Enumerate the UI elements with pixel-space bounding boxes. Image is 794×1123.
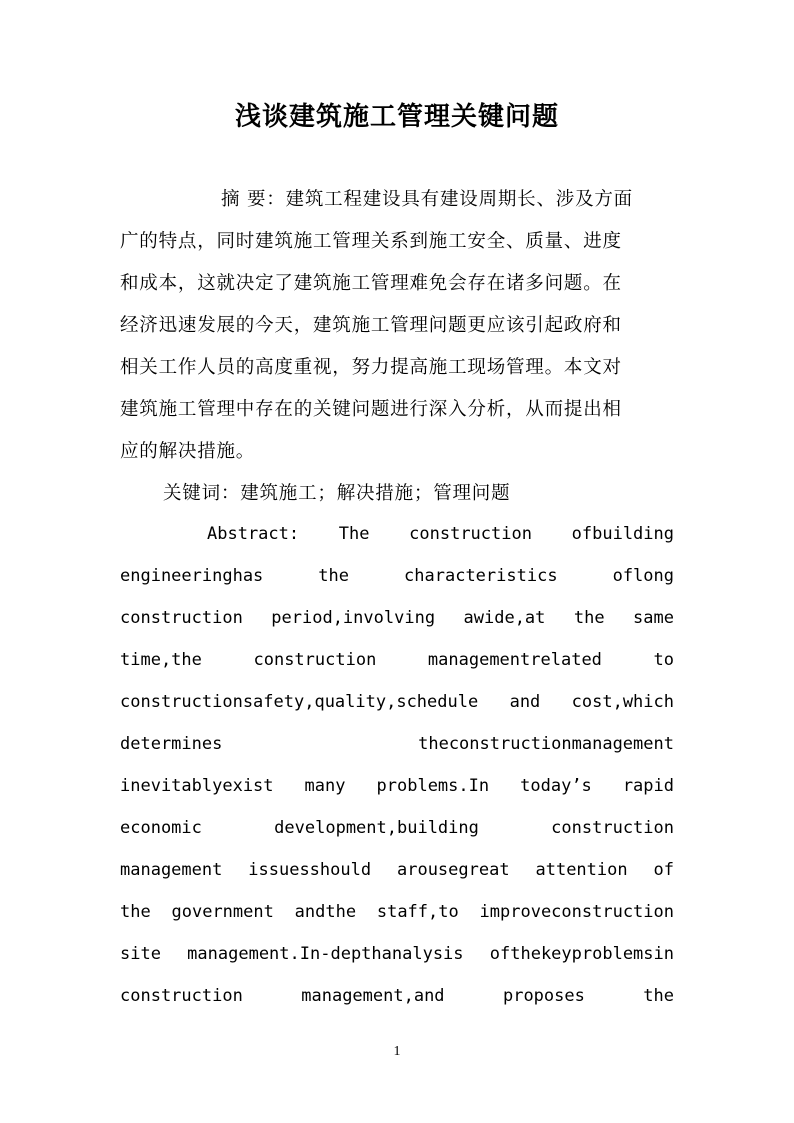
abstract-en-line: management issuesshould arousegreat attention of bbox=[120, 860, 674, 880]
abstract-cn-line: 建筑施工管理中存在的关键问题进行深入分析，从而提出相 bbox=[120, 399, 622, 420]
abstract-cn-line: 摘 要：建筑工程建设具有建设周期长、涉及方面 bbox=[221, 189, 633, 210]
abstract-en-line: site management.In-depthanalysis ofthekeyproblemsin bbox=[120, 944, 674, 964]
abstract-en-line: construction management,and proposes the bbox=[120, 986, 674, 1006]
abstract-cn-line: 应的解决措施。 bbox=[120, 441, 256, 462]
keywords-line: 关键词：建筑施工；解决措施；管理问题 bbox=[163, 483, 511, 504]
abstract-cn-line: 和成本，这就决定了建筑施工管理难免会存在诸多问题。在 bbox=[120, 273, 622, 294]
abstract-en-line: constructionsafety,quality,schedule and cost,which bbox=[120, 692, 674, 712]
abstract-en-line: time,the construction managementrelated to bbox=[120, 650, 674, 670]
document-title: 浅谈建筑施工管理关键问题 bbox=[234, 102, 559, 132]
abstract-en-line: the government andthe staff,to improveconstruction bbox=[120, 902, 674, 922]
abstract-en-line: inevitablyexist many problems.In today’s rapid bbox=[120, 776, 674, 796]
abstract-en-line: engineeringhas the characteristics oflong bbox=[120, 566, 674, 586]
abstract-en-line: determines theconstructionmanagement bbox=[120, 734, 674, 754]
abstract-cn-line: 相关工作人员的高度重视，努力提高施工现场管理。本文对 bbox=[120, 357, 622, 378]
abstract-cn-line: 广的特点，同时建筑施工管理关系到施工安全、质量、进度 bbox=[120, 231, 622, 252]
abstract-en-line: construction period,involving awide,at the same bbox=[120, 608, 674, 628]
page-number: 1 bbox=[393, 1044, 401, 1059]
abstract-cn-line: 经济迅速发展的今天，建筑施工管理问题更应该引起政府和 bbox=[120, 315, 622, 336]
abstract-en-line: Abstract: The construction ofbuilding bbox=[207, 524, 674, 544]
abstract-en-line: economic development,building construction bbox=[120, 818, 674, 838]
